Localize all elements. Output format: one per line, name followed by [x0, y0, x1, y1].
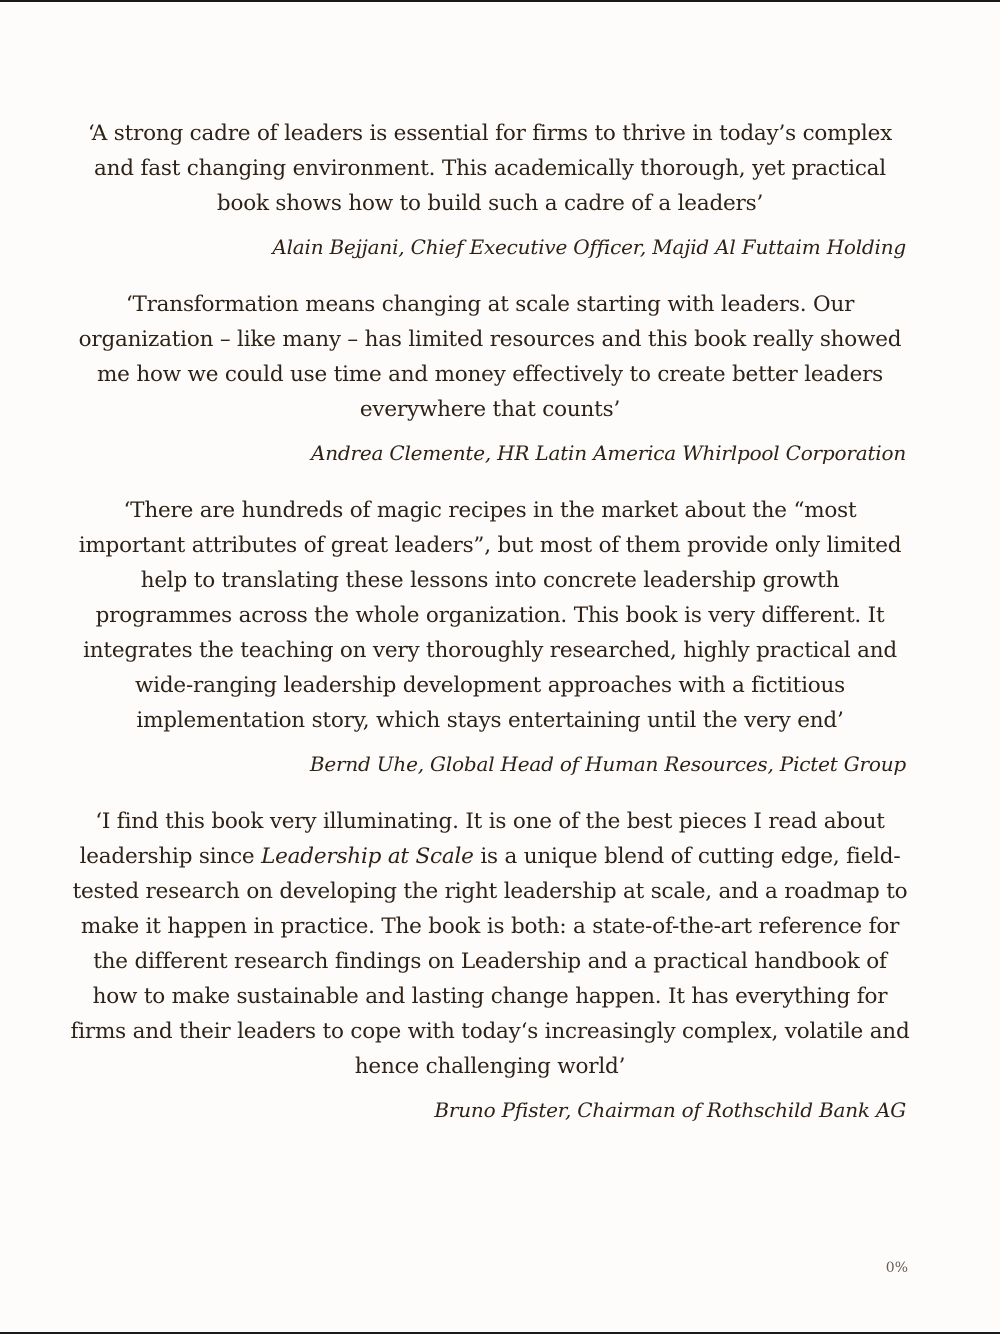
book-title: Leadership at Scale	[261, 844, 474, 869]
endorsement-item	[70, 287, 910, 467]
endorsement-quote: ‘A strong cadre of leaders is essential for firms to thrive in today’s complex and fast changing environment. This academically thorough, yet practical book shows how to build such a cadre of a leaders’	[87, 121, 893, 216]
quote-text-before: ‘I find this book very illuminating. It is one of the best pieces I read about leadership since	[79, 809, 885, 869]
endorsement-quote: ‘Transformation means changing at scale starting with leaders. Our organization – like many – has limited resources and this book really showed me how we could use time and money effectively to create better leaders everywhere that counts’	[78, 292, 902, 422]
endorsement-item	[70, 493, 910, 778]
endorsement-attribution: Alain Bejjani, Chief Executive Officer, Majid Al Futtaim Holding	[272, 235, 906, 259]
endorsement-attribution: Bernd Uhe, Global Head of Human Resources, Pictet Group	[309, 752, 906, 776]
endorsement-attribution: Andrea Clemente, HR Latin America Whirlpool Corporation	[310, 441, 906, 465]
reading-progress: 0%	[885, 1260, 908, 1276]
quote-text-after: is a unique blend of cutting edge, field-tested research on developing the right leadership at scale, and a roadmap to make it happen in practice. The book is both: a state-of-the-art reference for the different research findings on Leadership and a practical handbook of how to make sustainable and lasting change happen. It has everything for firms and their leaders to cope with today‘s increasingly complex, volatile and hence challenging world’	[70, 844, 910, 1079]
endorsement-attribution: Bruno Pfister, Chairman of Rothschild Bank AG	[434, 1098, 906, 1122]
endorsement-quote	[70, 804, 910, 1084]
endorsements-list	[70, 116, 910, 1150]
endorsement-item	[70, 804, 910, 1124]
endorsement-item	[70, 116, 910, 261]
endorsement-quote: ‘There are hundreds of magic recipes in the market about the “most important attributes of great leaders”, but most of them provide only limited help to translating these lessons into concrete leadership growth programmes across the whole organization. This book is very different. It integrates the teaching on very thoroughly researched, highly practical and wide-ranging leadership development approaches with a fictitious implementation story, which stays entertaining until the very end’	[78, 498, 902, 733]
